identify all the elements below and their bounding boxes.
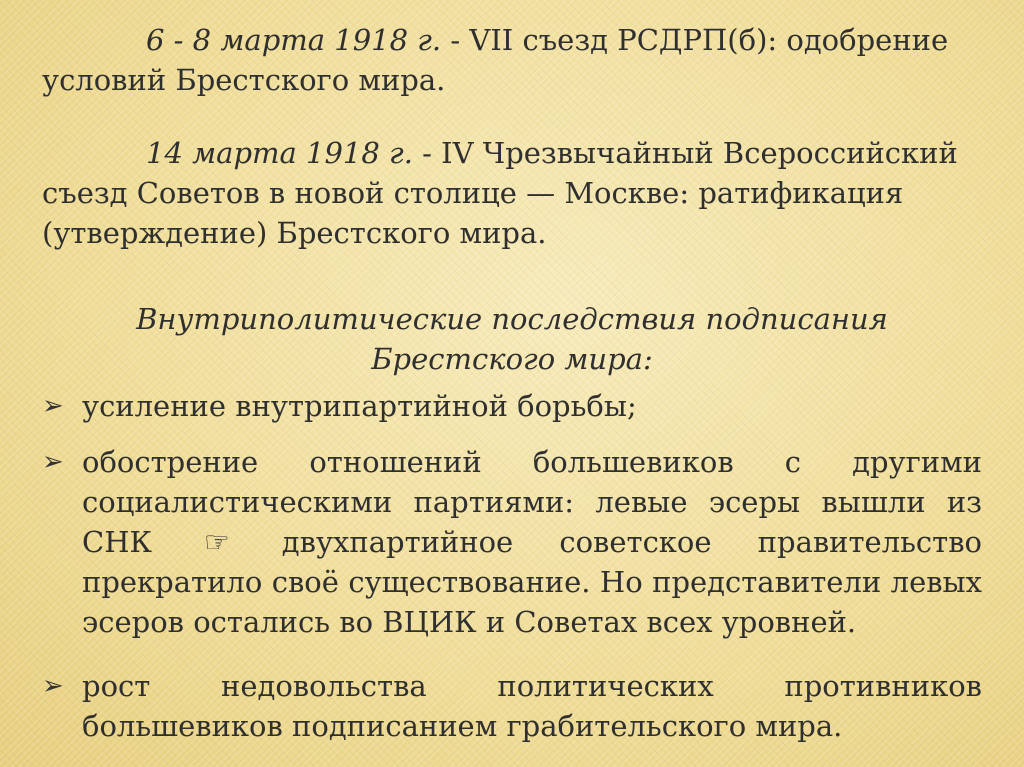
slide bbox=[42, 10, 982, 760]
list-item-text: рост недовольства политических противников большевиков подписанием грабительского мира. bbox=[82, 669, 982, 743]
section-subtitle: Внутриполитические последствия подписания Брестского мира: bbox=[136, 302, 888, 376]
paragraph-text: - IV Чрезвычайный Всероссийский съезд Советов в новой столице — Москве: ратификация (утверждение) Брестского мира. bbox=[42, 136, 958, 250]
list-item-text-part: обострение отношений большевиков с другими социалистическими партиями: левые эсеры вышли из СНК bbox=[82, 445, 982, 559]
list-item-text-part: двухпартийное советское правительство прекратило своё существование. Но представители левых эсеров остались во ВЦИК и Советах всех уровней. bbox=[82, 525, 983, 639]
paragraph-date: 14 марта 1918 г. bbox=[146, 136, 413, 170]
paragraph-iv-congress bbox=[42, 133, 982, 253]
arrow-bullet-icon: ➢ bbox=[42, 447, 64, 477]
paragraph-vii-congress bbox=[42, 20, 982, 100]
list-item bbox=[42, 442, 982, 642]
arrow-bullet-icon: ➢ bbox=[42, 391, 64, 421]
arrow-bullet-icon: ➢ bbox=[42, 671, 64, 701]
list-item-text bbox=[82, 442, 982, 642]
list-item bbox=[42, 666, 982, 746]
list-item bbox=[42, 386, 982, 426]
pointing-hand-icon: ☞ bbox=[203, 525, 230, 559]
paragraph-text: - VII съезд РСДРП(б): одобрение условий Брестского мира. bbox=[42, 23, 949, 97]
paragraph-date: 6 - 8 марта 1918 г. bbox=[146, 23, 442, 57]
list-item-text: усиление внутрипартийной борьбы; bbox=[82, 389, 637, 423]
